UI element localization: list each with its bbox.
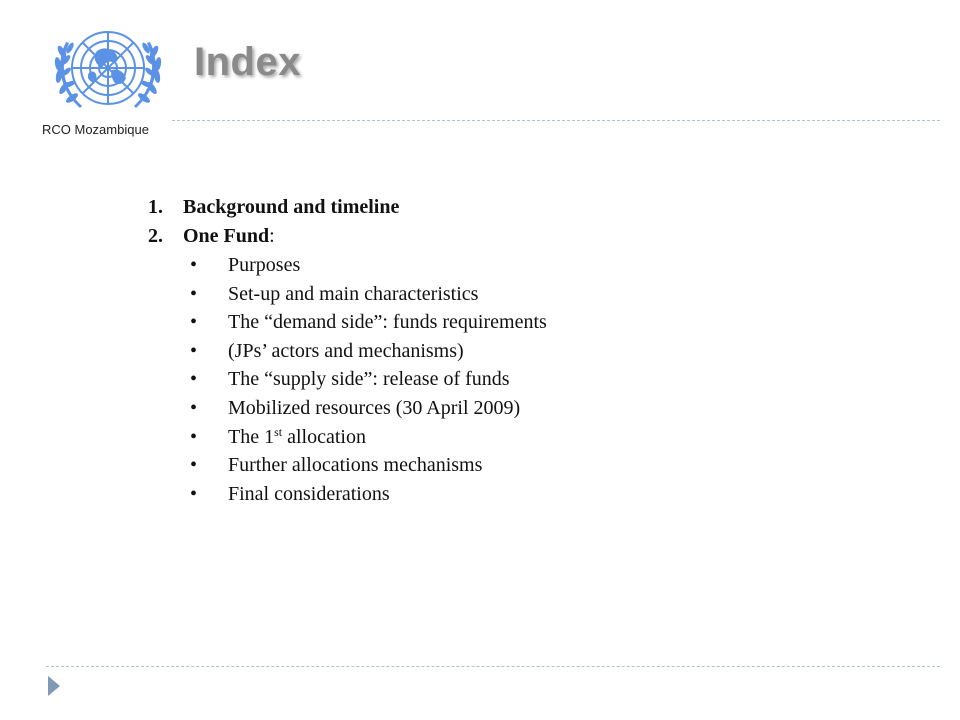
index-content xyxy=(148,193,547,508)
slide-title: Index xyxy=(194,40,301,84)
bullet-icon: • xyxy=(190,254,198,276)
bullet-text: (JPs’ actors and mechanisms) xyxy=(228,339,464,362)
item-suffix: : xyxy=(269,225,275,247)
bullet-text: Further allocations mechanisms xyxy=(228,454,483,477)
triangle-right-icon xyxy=(48,676,60,696)
bullet-text: Purposes xyxy=(228,254,301,276)
bullet-text: The “demand side”: funds requirements xyxy=(228,311,547,334)
list-item xyxy=(148,480,547,509)
list-item xyxy=(148,251,547,280)
bullet-text: The “supply side”: release of funds xyxy=(228,368,510,391)
bullet-list xyxy=(148,251,547,508)
list-item xyxy=(148,193,547,222)
list-item xyxy=(148,222,547,251)
un-emblem-logo xyxy=(46,12,170,124)
list-item xyxy=(148,451,547,480)
allocation-superscript: st xyxy=(274,424,283,439)
bullet-icon: • xyxy=(190,396,198,419)
bullet-icon: • xyxy=(190,454,198,477)
header-divider xyxy=(172,120,940,121)
list-item xyxy=(148,280,547,309)
list-item xyxy=(148,308,547,337)
bullet-icon: • xyxy=(190,311,198,334)
bullet-icon: • xyxy=(190,425,198,448)
item-number: 2. xyxy=(148,225,163,247)
org-label: RCO Mozambique xyxy=(42,122,149,137)
allocation-prefix: The 1 xyxy=(228,425,275,448)
item-number: 1. xyxy=(148,196,163,218)
bullet-text: Final considerations xyxy=(228,482,390,505)
footer-divider xyxy=(46,666,940,667)
bullet-text: Set-up and main characteristics xyxy=(228,282,479,305)
list-item xyxy=(148,423,547,452)
bullet-icon: • xyxy=(190,282,198,305)
bullet-icon: • xyxy=(190,368,198,391)
numbered-list xyxy=(148,193,547,251)
item-text: Background and timeline xyxy=(183,196,400,218)
list-item xyxy=(148,365,547,394)
list-item xyxy=(148,394,547,423)
bullet-text: Mobilized resources (30 April 2009) xyxy=(228,396,521,419)
bullet-icon: • xyxy=(190,339,198,362)
item-text: One Fund xyxy=(183,225,270,247)
allocation-suffix: allocation xyxy=(282,425,366,448)
list-item xyxy=(148,337,547,366)
bullet-icon: • xyxy=(190,482,198,505)
